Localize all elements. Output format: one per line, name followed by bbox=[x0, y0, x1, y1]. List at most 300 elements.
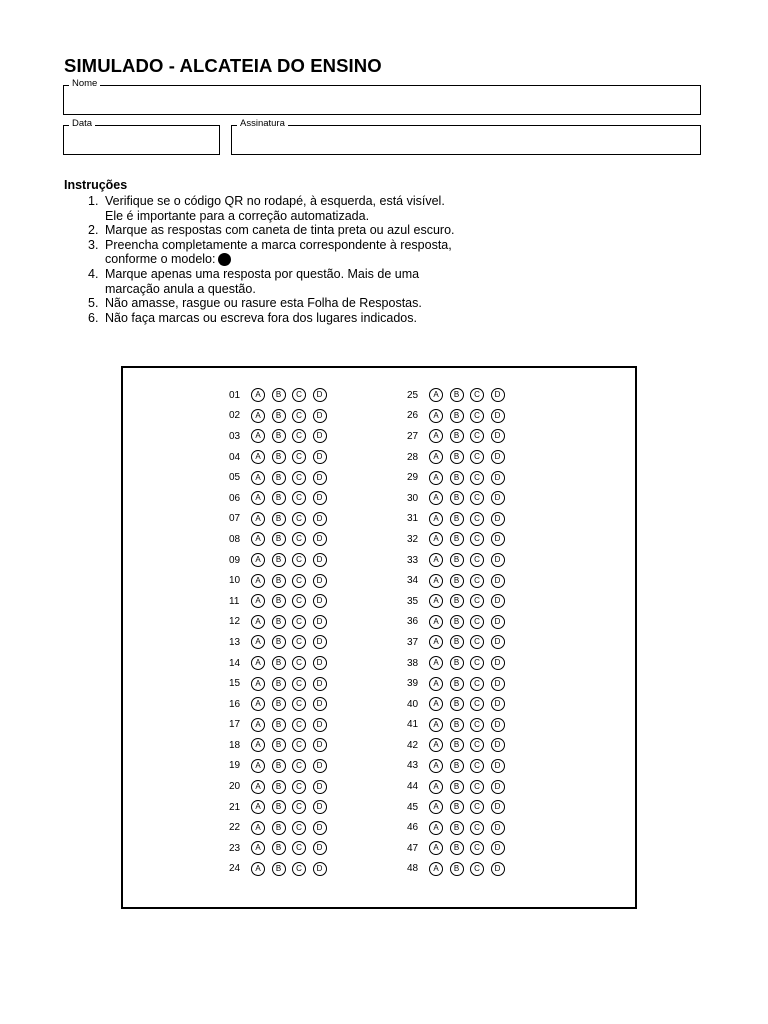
answer-bubble-b[interactable]: B bbox=[272, 738, 286, 752]
answer-bubble-a[interactable]: A bbox=[429, 841, 443, 855]
question-number: 03 bbox=[229, 430, 241, 442]
answer-bubble-b[interactable]: B bbox=[450, 553, 464, 567]
answer-bubble-c[interactable]: C bbox=[292, 862, 306, 876]
answer-bubble-c[interactable]: C bbox=[292, 841, 306, 855]
answer-bubble-a[interactable]: A bbox=[251, 780, 265, 794]
answer-bubble-b[interactable]: B bbox=[272, 780, 286, 794]
date-label: Data bbox=[69, 118, 95, 130]
answer-bubble-d[interactable]: D bbox=[313, 697, 327, 711]
answer-bubble-b[interactable]: B bbox=[272, 450, 286, 464]
answer-bubble-b[interactable]: B bbox=[450, 656, 464, 670]
question-number: 46 bbox=[407, 822, 419, 834]
answer-bubble-d[interactable]: D bbox=[491, 409, 505, 423]
answer-bubble-a[interactable]: A bbox=[429, 800, 443, 814]
question-number: 04 bbox=[229, 451, 241, 463]
answer-bubble-b[interactable]: B bbox=[272, 800, 286, 814]
answer-bubble-c[interactable]: C bbox=[292, 759, 306, 773]
answer-bubble-d[interactable]: D bbox=[491, 780, 505, 794]
answer-bubble-b[interactable]: B bbox=[450, 697, 464, 711]
answer-bubble-b[interactable]: B bbox=[450, 491, 464, 505]
answer-bubble-b[interactable]: B bbox=[272, 677, 286, 691]
question-number: 37 bbox=[407, 636, 419, 648]
answer-bubble-c[interactable]: C bbox=[470, 471, 484, 485]
answer-bubble-c[interactable]: C bbox=[292, 471, 306, 485]
answer-bubble-a[interactable]: A bbox=[251, 491, 265, 505]
answer-bubble-c[interactable]: C bbox=[470, 512, 484, 526]
answer-bubble-c[interactable]: C bbox=[470, 677, 484, 691]
answer-column-left bbox=[229, 385, 333, 879]
answer-bubble-b[interactable]: B bbox=[272, 821, 286, 835]
answer-bubble-d[interactable]: D bbox=[491, 594, 505, 608]
question-row bbox=[407, 817, 511, 838]
answer-bubble-c[interactable]: C bbox=[470, 532, 484, 546]
answer-bubble-c[interactable]: C bbox=[292, 553, 306, 567]
answer-bubble-b[interactable]: B bbox=[450, 594, 464, 608]
question-number: 15 bbox=[229, 678, 241, 690]
answer-bubble-a[interactable]: A bbox=[429, 615, 443, 629]
answer-bubble-a[interactable]: A bbox=[429, 512, 443, 526]
answer-bubble-d[interactable]: D bbox=[313, 512, 327, 526]
answer-bubble-b[interactable]: B bbox=[450, 409, 464, 423]
question-number: 01 bbox=[229, 389, 241, 401]
answer-bubble-d[interactable]: D bbox=[491, 841, 505, 855]
question-row bbox=[229, 406, 333, 427]
answer-bubble-d[interactable]: D bbox=[313, 656, 327, 670]
answer-bubble-a[interactable]: A bbox=[429, 491, 443, 505]
question-number: 36 bbox=[407, 616, 419, 628]
instruction-number: 3. bbox=[88, 237, 99, 252]
answer-bubble-a[interactable]: A bbox=[251, 532, 265, 546]
answer-bubble-b[interactable]: B bbox=[450, 574, 464, 588]
answer-bubble-d[interactable]: D bbox=[313, 574, 327, 588]
answer-bubble-d[interactable]: D bbox=[313, 615, 327, 629]
answer-bubble-c[interactable]: C bbox=[292, 491, 306, 505]
instruction-item bbox=[88, 311, 455, 326]
question-number: 42 bbox=[407, 739, 419, 751]
instruction-line-model bbox=[105, 252, 452, 267]
question-row bbox=[229, 715, 333, 736]
answer-bubble-a[interactable]: A bbox=[429, 594, 443, 608]
answer-bubble-b[interactable]: B bbox=[450, 800, 464, 814]
name-field[interactable] bbox=[63, 78, 701, 115]
question-number: 18 bbox=[229, 739, 241, 751]
question-number: 44 bbox=[407, 781, 419, 793]
answer-bubble-a[interactable]: A bbox=[429, 450, 443, 464]
answer-bubble-a[interactable]: A bbox=[429, 862, 443, 876]
answer-bubble-d[interactable]: D bbox=[491, 512, 505, 526]
answer-bubble-d[interactable]: D bbox=[491, 738, 505, 752]
answer-bubble-a[interactable]: A bbox=[429, 780, 443, 794]
answer-bubble-d[interactable]: D bbox=[313, 553, 327, 567]
answer-bubble-c[interactable]: C bbox=[470, 821, 484, 835]
answer-bubble-b[interactable]: B bbox=[272, 635, 286, 649]
answer-bubble-b[interactable]: B bbox=[450, 718, 464, 732]
question-number: 27 bbox=[407, 430, 419, 442]
instructions-list bbox=[88, 194, 455, 325]
question-row bbox=[407, 426, 511, 447]
answer-bubble-a[interactable]: A bbox=[251, 388, 265, 402]
answer-bubble-b[interactable]: B bbox=[272, 841, 286, 855]
question-row bbox=[229, 776, 333, 797]
answer-bubble-c[interactable]: C bbox=[470, 491, 484, 505]
answer-bubble-a[interactable]: A bbox=[251, 635, 265, 649]
question-number: 23 bbox=[229, 842, 241, 854]
question-number: 38 bbox=[407, 657, 419, 669]
question-number: 47 bbox=[407, 842, 419, 854]
answer-bubble-b[interactable]: B bbox=[272, 429, 286, 443]
answer-bubble-b[interactable]: B bbox=[450, 429, 464, 443]
answer-bubble-a[interactable]: A bbox=[429, 574, 443, 588]
answer-bubble-d[interactable]: D bbox=[313, 491, 327, 505]
question-row bbox=[229, 797, 333, 818]
answer-bubble-d[interactable]: D bbox=[491, 800, 505, 814]
answer-bubble-c[interactable]: C bbox=[470, 635, 484, 649]
answer-bubble-a[interactable]: A bbox=[429, 388, 443, 402]
question-number: 31 bbox=[407, 513, 419, 525]
question-number: 24 bbox=[229, 863, 241, 875]
question-row bbox=[229, 632, 333, 653]
answer-bubble-d[interactable]: D bbox=[491, 471, 505, 485]
answer-bubble-a[interactable]: A bbox=[429, 821, 443, 835]
answer-bubble-d[interactable]: D bbox=[491, 697, 505, 711]
answer-bubble-b[interactable]: B bbox=[450, 450, 464, 464]
question-row bbox=[407, 509, 511, 530]
answer-bubble-c[interactable]: C bbox=[470, 780, 484, 794]
answer-bubble-c[interactable]: C bbox=[470, 656, 484, 670]
question-number: 25 bbox=[407, 389, 419, 401]
answer-bubble-a[interactable]: A bbox=[251, 512, 265, 526]
answer-bubble-b[interactable]: B bbox=[450, 821, 464, 835]
answer-column-right bbox=[407, 385, 511, 879]
signature-field[interactable] bbox=[231, 118, 701, 155]
answer-bubble-d[interactable]: D bbox=[491, 615, 505, 629]
answer-bubble-c[interactable]: C bbox=[292, 780, 306, 794]
question-number: 33 bbox=[407, 554, 419, 566]
answer-bubble-c[interactable]: C bbox=[292, 738, 306, 752]
answer-bubble-c[interactable]: C bbox=[470, 759, 484, 773]
instruction-line: Ele é importante para a correção automatizada. bbox=[105, 208, 370, 223]
answer-bubble-b[interactable]: B bbox=[272, 574, 286, 588]
answer-bubble-a[interactable]: A bbox=[251, 471, 265, 485]
question-number: 12 bbox=[229, 616, 241, 628]
answer-bubble-c[interactable]: C bbox=[470, 800, 484, 814]
answer-bubble-c[interactable]: C bbox=[292, 429, 306, 443]
answer-bubble-a[interactable]: A bbox=[429, 697, 443, 711]
answer-bubble-d[interactable]: D bbox=[491, 821, 505, 835]
instruction-item bbox=[88, 267, 455, 296]
answer-bubble-d[interactable]: D bbox=[313, 841, 327, 855]
question-row bbox=[407, 385, 511, 406]
answer-bubble-d[interactable]: D bbox=[313, 409, 327, 423]
question-number: 09 bbox=[229, 554, 241, 566]
answer-bubble-d[interactable]: D bbox=[313, 718, 327, 732]
question-row bbox=[407, 550, 511, 571]
answer-bubble-a[interactable]: A bbox=[251, 553, 265, 567]
answer-bubble-a[interactable]: A bbox=[429, 718, 443, 732]
question-row bbox=[407, 529, 511, 550]
answer-bubble-b[interactable]: B bbox=[450, 512, 464, 526]
question-number: 06 bbox=[229, 492, 241, 504]
answer-bubble-d[interactable]: D bbox=[313, 388, 327, 402]
question-row bbox=[229, 612, 333, 633]
instruction-line: Não amasse, rasgue ou rasure esta Folha de Respostas. bbox=[105, 296, 422, 311]
question-number: 08 bbox=[229, 533, 241, 545]
answer-bubble-c[interactable]: C bbox=[292, 388, 306, 402]
answer-bubble-d[interactable]: D bbox=[313, 780, 327, 794]
answer-bubble-c[interactable]: C bbox=[292, 450, 306, 464]
answer-bubble-d[interactable]: D bbox=[313, 450, 327, 464]
instruction-line: Marque as respostas com caneta de tinta preta ou azul escuro. bbox=[105, 223, 455, 238]
answer-bubble-c[interactable]: C bbox=[470, 450, 484, 464]
answer-bubble-c[interactable]: C bbox=[292, 512, 306, 526]
answer-bubble-b[interactable]: B bbox=[272, 388, 286, 402]
answer-bubble-d[interactable]: D bbox=[313, 594, 327, 608]
question-number: 32 bbox=[407, 533, 419, 545]
name-label: Nome bbox=[69, 78, 100, 90]
answer-bubble-c[interactable]: C bbox=[470, 615, 484, 629]
instructions-title: Instruções bbox=[64, 178, 128, 192]
answer-bubble-d[interactable]: D bbox=[313, 862, 327, 876]
question-row bbox=[229, 653, 333, 674]
question-number: 19 bbox=[229, 760, 241, 772]
instruction-number: 1. bbox=[88, 194, 99, 208]
answer-bubble-b[interactable]: B bbox=[272, 532, 286, 546]
question-row bbox=[229, 735, 333, 756]
question-row bbox=[229, 817, 333, 838]
answer-bubble-b[interactable]: B bbox=[450, 635, 464, 649]
answer-bubble-a[interactable]: A bbox=[251, 677, 265, 691]
question-row bbox=[229, 673, 333, 694]
answer-bubble-b[interactable]: B bbox=[272, 471, 286, 485]
answer-bubble-a[interactable]: A bbox=[251, 800, 265, 814]
answer-bubble-a[interactable]: A bbox=[251, 759, 265, 773]
answer-bubble-d[interactable]: D bbox=[491, 450, 505, 464]
answer-bubble-a[interactable]: A bbox=[429, 429, 443, 443]
answer-bubble-b[interactable]: B bbox=[450, 862, 464, 876]
answer-bubble-b[interactable]: B bbox=[272, 553, 286, 567]
answer-bubble-c[interactable]: C bbox=[292, 574, 306, 588]
answer-bubble-d[interactable]: D bbox=[491, 491, 505, 505]
answer-bubble-a[interactable]: A bbox=[251, 738, 265, 752]
answer-bubble-b[interactable]: B bbox=[272, 409, 286, 423]
answer-bubble-a[interactable]: A bbox=[429, 409, 443, 423]
answer-bubble-a[interactable]: A bbox=[251, 409, 265, 423]
instruction-line: conforme o modelo: bbox=[105, 252, 216, 267]
question-number: 39 bbox=[407, 678, 419, 690]
question-row bbox=[407, 715, 511, 736]
answer-bubble-b[interactable]: B bbox=[450, 615, 464, 629]
answer-bubble-b[interactable]: B bbox=[450, 841, 464, 855]
question-number: 26 bbox=[407, 410, 419, 422]
question-row bbox=[229, 838, 333, 859]
question-number: 17 bbox=[229, 719, 241, 731]
instruction-item bbox=[88, 223, 455, 238]
answer-bubble-d[interactable]: D bbox=[491, 429, 505, 443]
answer-bubble-d[interactable]: D bbox=[491, 532, 505, 546]
question-number: 45 bbox=[407, 801, 419, 813]
question-row bbox=[407, 859, 511, 880]
question-row bbox=[229, 509, 333, 530]
question-row bbox=[407, 735, 511, 756]
answer-bubble-d[interactable]: D bbox=[313, 738, 327, 752]
answer-bubble-d[interactable]: D bbox=[313, 532, 327, 546]
answer-bubble-c[interactable]: C bbox=[470, 574, 484, 588]
answer-bubble-d[interactable]: D bbox=[313, 800, 327, 814]
answer-bubble-b[interactable]: B bbox=[272, 615, 286, 629]
answer-bubble-c[interactable]: C bbox=[470, 862, 484, 876]
answer-bubble-b[interactable]: B bbox=[272, 759, 286, 773]
answer-bubble-d[interactable]: D bbox=[491, 553, 505, 567]
answer-bubble-d[interactable]: D bbox=[491, 656, 505, 670]
instruction-number: 4. bbox=[88, 266, 99, 281]
question-row bbox=[407, 467, 511, 488]
page-title: SIMULADO - ALCATEIA DO ENSINO bbox=[64, 55, 382, 76]
answer-bubble-c[interactable]: C bbox=[292, 615, 306, 629]
answer-bubble-b[interactable]: B bbox=[450, 780, 464, 794]
question-row bbox=[407, 591, 511, 612]
question-number: 30 bbox=[407, 492, 419, 504]
question-number: 07 bbox=[229, 513, 241, 525]
question-row bbox=[407, 694, 511, 715]
question-row bbox=[229, 694, 333, 715]
question-row bbox=[229, 570, 333, 591]
answer-bubble-d[interactable]: D bbox=[491, 862, 505, 876]
answer-bubble-b[interactable]: B bbox=[450, 677, 464, 691]
instruction-item bbox=[88, 296, 455, 311]
instruction-item bbox=[88, 238, 455, 267]
question-number: 48 bbox=[407, 863, 419, 875]
answer-bubble-c[interactable]: C bbox=[470, 718, 484, 732]
instruction-number: 5. bbox=[88, 296, 99, 311]
question-row bbox=[407, 756, 511, 777]
question-number: 02 bbox=[229, 410, 241, 422]
answer-bubble-c[interactable]: C bbox=[292, 800, 306, 814]
answer-bubble-b[interactable]: B bbox=[450, 532, 464, 546]
question-number: 13 bbox=[229, 636, 241, 648]
answer-bubble-b[interactable]: B bbox=[272, 718, 286, 732]
signature-label: Assinatura bbox=[237, 118, 288, 130]
answer-bubble-b[interactable]: B bbox=[272, 656, 286, 670]
instruction-line: Preencha completamente a marca correspondente à resposta, bbox=[105, 237, 452, 252]
answer-bubble-b[interactable]: B bbox=[450, 388, 464, 402]
answer-bubble-a[interactable]: A bbox=[429, 759, 443, 773]
answer-bubble-d[interactable]: D bbox=[491, 574, 505, 588]
question-number: 22 bbox=[229, 822, 241, 834]
answer-bubble-c[interactable]: C bbox=[470, 388, 484, 402]
question-number: 35 bbox=[407, 595, 419, 607]
question-number: 10 bbox=[229, 575, 241, 587]
answer-bubble-c[interactable]: C bbox=[292, 594, 306, 608]
answer-bubble-c[interactable]: C bbox=[292, 656, 306, 670]
instruction-line: Verifique se o código QR no rodapé, à esquerda, está visível. bbox=[105, 194, 445, 208]
answer-bubble-a[interactable]: A bbox=[251, 615, 265, 629]
answer-bubble-a[interactable]: A bbox=[429, 553, 443, 567]
question-row bbox=[229, 550, 333, 571]
answer-bubble-d[interactable]: D bbox=[313, 471, 327, 485]
answer-bubble-d[interactable]: D bbox=[313, 821, 327, 835]
date-field[interactable] bbox=[63, 118, 220, 155]
answer-bubble-b[interactable]: B bbox=[450, 759, 464, 773]
question-row bbox=[229, 756, 333, 777]
question-number: 16 bbox=[229, 698, 241, 710]
answer-bubble-b[interactable]: B bbox=[450, 471, 464, 485]
answer-bubble-c[interactable]: C bbox=[470, 697, 484, 711]
answer-bubble-b[interactable]: B bbox=[272, 491, 286, 505]
answer-bubble-c[interactable]: C bbox=[470, 738, 484, 752]
question-number: 11 bbox=[229, 595, 240, 607]
answer-bubble-b[interactable]: B bbox=[272, 862, 286, 876]
answer-bubble-a[interactable]: A bbox=[251, 656, 265, 670]
answer-bubble-c[interactable]: C bbox=[470, 553, 484, 567]
answer-bubble-a[interactable]: A bbox=[429, 532, 443, 546]
question-row bbox=[407, 406, 511, 427]
question-row bbox=[229, 859, 333, 880]
answer-bubble-d[interactable]: D bbox=[313, 677, 327, 691]
answer-bubble-b[interactable]: B bbox=[272, 594, 286, 608]
answer-bubble-a[interactable]: A bbox=[251, 429, 265, 443]
answer-bubble-a[interactable]: A bbox=[251, 718, 265, 732]
question-row bbox=[407, 838, 511, 859]
answer-bubble-b[interactable]: B bbox=[450, 738, 464, 752]
instruction-number: 2. bbox=[88, 223, 99, 238]
answer-bubble-a[interactable]: A bbox=[251, 821, 265, 835]
answer-bubble-a[interactable]: A bbox=[251, 574, 265, 588]
answer-bubble-c[interactable]: C bbox=[470, 841, 484, 855]
answer-bubble-a[interactable]: A bbox=[429, 635, 443, 649]
answer-bubble-c[interactable]: C bbox=[292, 718, 306, 732]
answer-grid bbox=[121, 366, 637, 909]
answer-bubble-c[interactable]: C bbox=[292, 821, 306, 835]
answer-bubble-c[interactable]: C bbox=[470, 409, 484, 423]
instruction-item bbox=[88, 194, 455, 223]
answer-bubble-a[interactable]: A bbox=[251, 841, 265, 855]
answer-bubble-a[interactable]: A bbox=[429, 738, 443, 752]
answer-bubble-d[interactable]: D bbox=[313, 635, 327, 649]
answer-bubble-d[interactable]: D bbox=[491, 388, 505, 402]
answer-bubble-d[interactable]: D bbox=[313, 759, 327, 773]
answer-bubble-c[interactable]: C bbox=[292, 677, 306, 691]
answer-bubble-a[interactable]: A bbox=[251, 594, 265, 608]
answer-bubble-c[interactable]: C bbox=[292, 409, 306, 423]
question-number: 40 bbox=[407, 698, 419, 710]
answer-bubble-a[interactable]: A bbox=[429, 677, 443, 691]
answer-bubble-c[interactable]: C bbox=[292, 635, 306, 649]
answer-bubble-c[interactable]: C bbox=[470, 429, 484, 443]
answer-bubble-a[interactable]: A bbox=[429, 656, 443, 670]
answer-bubble-d[interactable]: D bbox=[491, 718, 505, 732]
instruction-line: marcação anula a questão. bbox=[105, 281, 256, 296]
answer-bubble-d[interactable]: D bbox=[491, 759, 505, 773]
question-row bbox=[229, 426, 333, 447]
answer-bubble-c[interactable]: C bbox=[292, 532, 306, 546]
answer-bubble-c[interactable]: C bbox=[470, 594, 484, 608]
answer-bubble-d[interactable]: D bbox=[491, 635, 505, 649]
filled-bubble-model-icon bbox=[218, 253, 231, 266]
question-row bbox=[229, 591, 333, 612]
answer-bubble-b[interactable]: B bbox=[272, 512, 286, 526]
question-number: 21 bbox=[229, 801, 241, 813]
answer-bubble-a[interactable]: A bbox=[251, 450, 265, 464]
answer-bubble-a[interactable]: A bbox=[251, 862, 265, 876]
answer-bubble-d[interactable]: D bbox=[491, 677, 505, 691]
question-row bbox=[407, 632, 511, 653]
answer-bubble-a[interactable]: A bbox=[429, 471, 443, 485]
answer-bubble-b[interactable]: B bbox=[272, 697, 286, 711]
answer-bubble-d[interactable]: D bbox=[313, 429, 327, 443]
question-row bbox=[229, 447, 333, 468]
answer-bubble-c[interactable]: C bbox=[292, 697, 306, 711]
answer-bubble-a[interactable]: A bbox=[251, 697, 265, 711]
